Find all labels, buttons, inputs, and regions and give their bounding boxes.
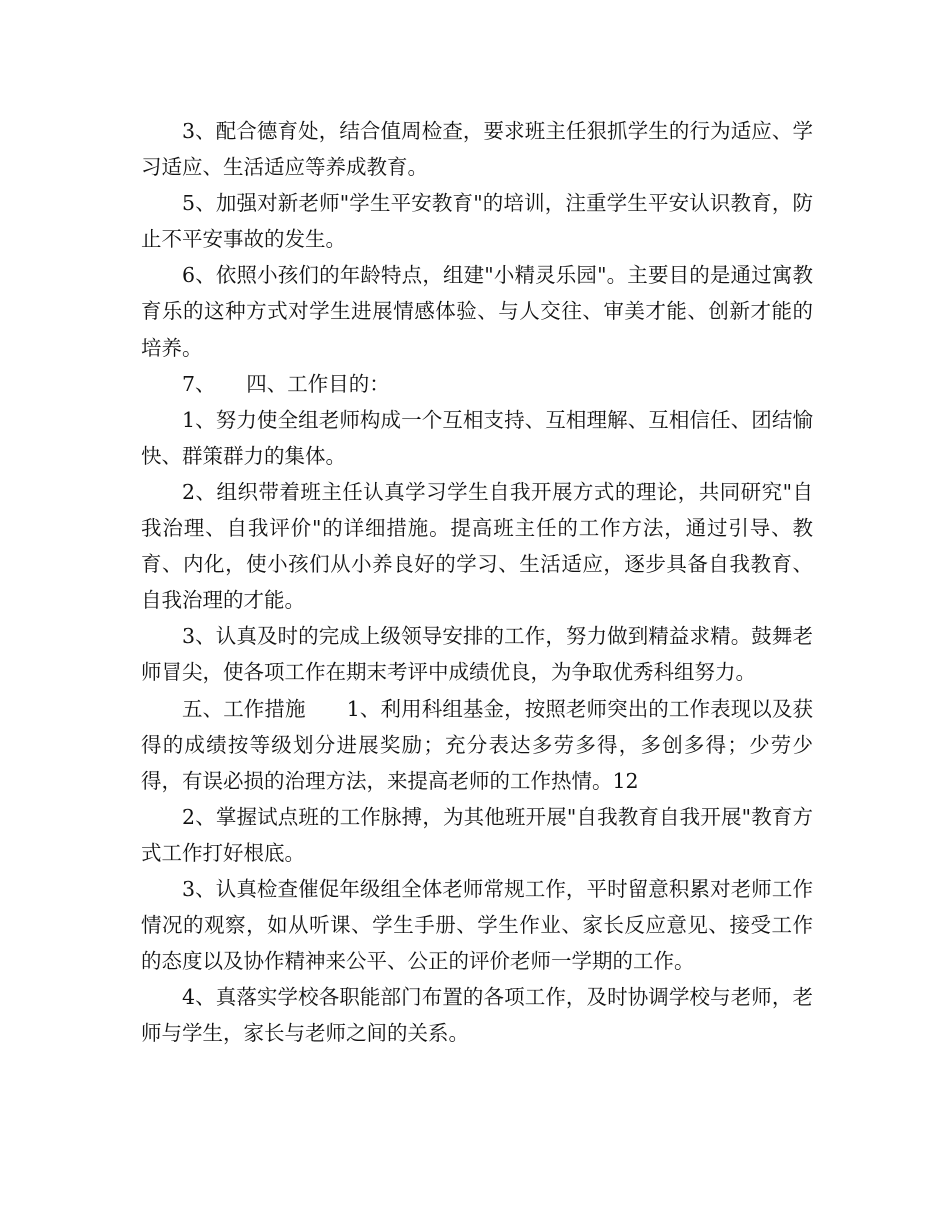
document-body bbox=[141, 113, 813, 1051]
paragraph: 1、努力使全组老师构成一个互相支持、互相理解、互相信任、团结愉快、群策群力的集体。 bbox=[141, 407, 813, 468]
paragraph: 3、认真检查催促年级组全体老师常规工作，平时留意积累对老师工作情况的观察，如从听课、学生手册、学生作业、家长反应意见、接受工作的态度以及协作精神来公平、公正的评价老师一学期的工作。 bbox=[141, 876, 813, 974]
paragraph: 4、真落实学校各职能部门布置的各项工作，及时协调学校与老师，老师与学生，家长与老师之间的关系。 bbox=[141, 985, 813, 1046]
paragraph: 6、依照小孩们的年龄特点，组建"小精灵乐园"。主要目的是通过寓教育乐的这种方式对学生进展情感体验、与人交往、审美才能、创新才能的培养。 bbox=[141, 263, 813, 360]
paragraph: 2、组织带着班主任认真学习学生自我开展方式的理论，共同研究"自我治理、自我评价"的详细措施。提高班主任的工作方法，通过引导、教育、内化，使小孩们从小养良好的学习、生活适应，逐步具备自我教育、自我治理的才能。 bbox=[141, 479, 813, 613]
paragraph: 7、 四、工作目的： bbox=[182, 371, 390, 396]
paragraph: 五、工作措施 1、利用科组基金，按照老师突出的工作表现以及获得的成绩按等级划分进展奖励；充分表达多劳多得，多创多得；少劳少得，有误必损的治理方法，来提高老师的工作热情。12 bbox=[141, 696, 813, 793]
paragraph: 5、加强对新老师"学生平安教育"的培训，注重学生平安认识教育，防止不平安事故的发生。 bbox=[141, 191, 813, 252]
paragraph: 3、认真及时的完成上级领导安排的工作，努力做到精益求精。鼓舞老师冒尖，使各项工作在期末考评中成绩优良，为争取优秀科组努力。 bbox=[141, 624, 813, 685]
paragraph: 2、掌握试点班的工作脉搏，为其他班开展"自我教育自我开展"教育方式工作打好根底。 bbox=[141, 804, 813, 865]
paragraph: 3、配合德育处，结合值周检查，要求班主任狠抓学生的行为适应、学习适应、生活适应等养成教育。 bbox=[141, 119, 813, 180]
